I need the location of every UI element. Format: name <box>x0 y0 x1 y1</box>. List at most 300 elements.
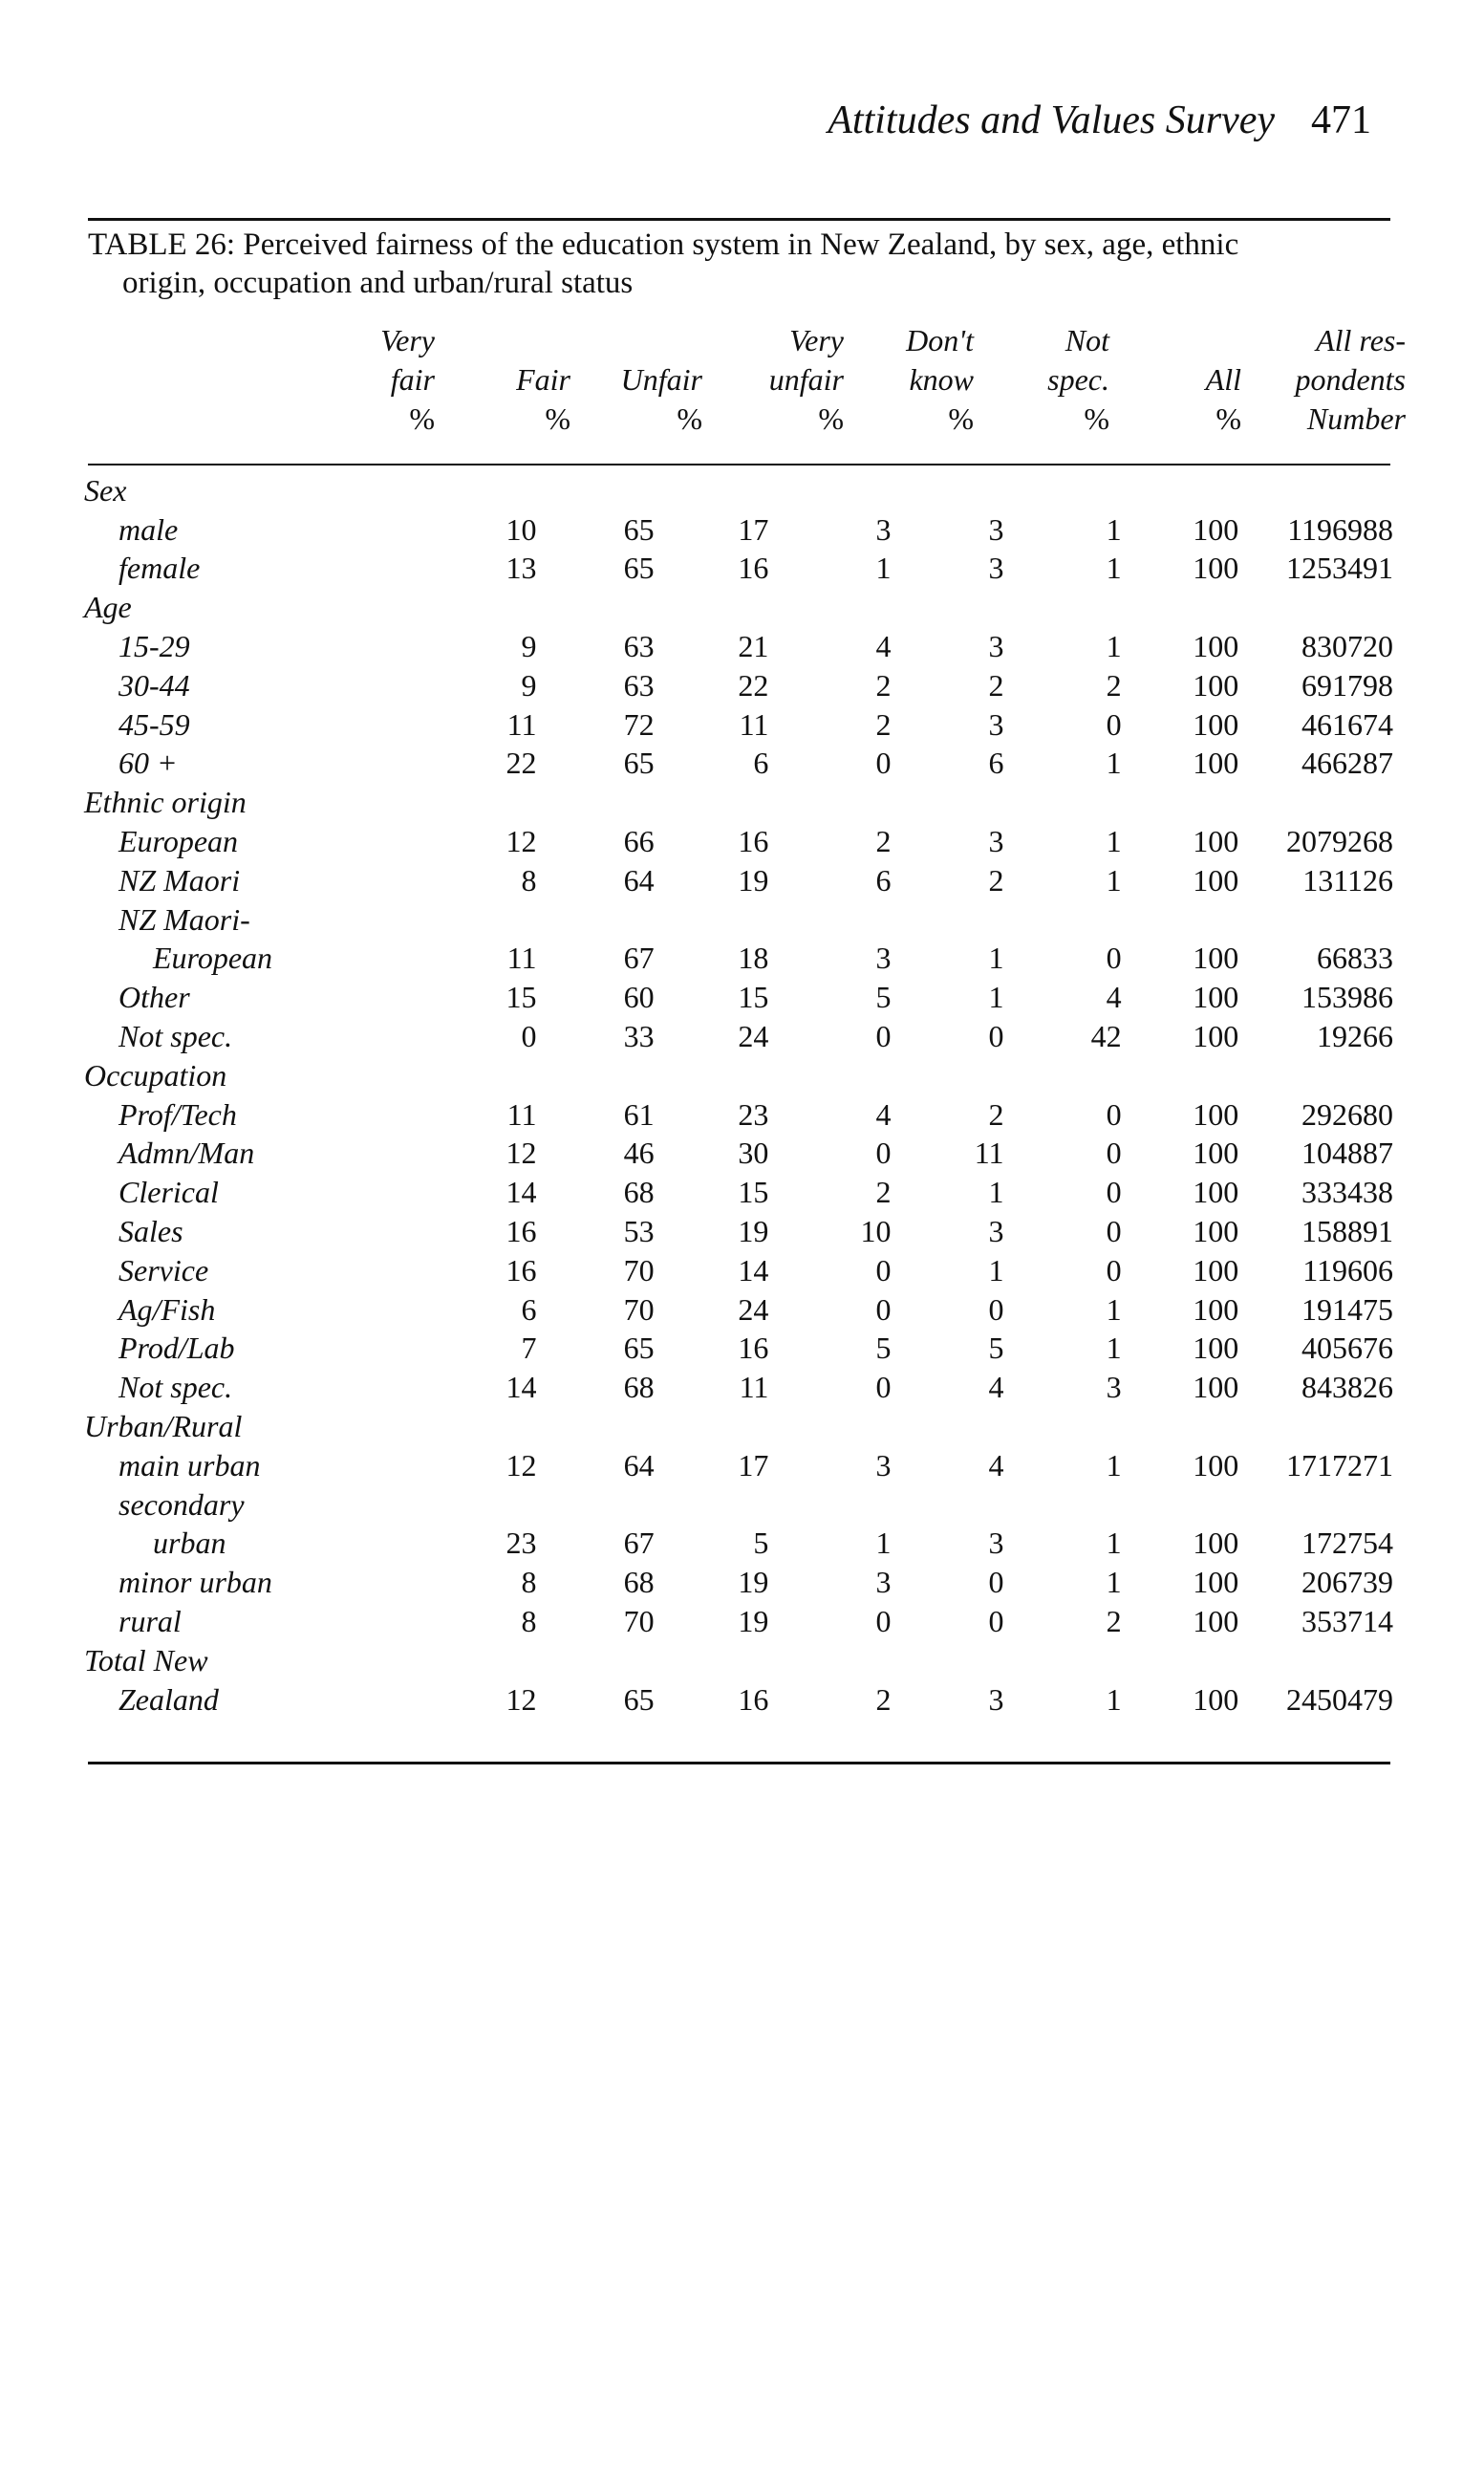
table-cell: 1196988 <box>1287 511 1393 547</box>
table-cell <box>655 587 769 626</box>
table-cell: 1717271 <box>1286 1447 1393 1483</box>
table-cell: 100 <box>1193 628 1239 663</box>
table-cell: 5 <box>988 1331 1004 1366</box>
table-cell: 33 <box>623 1018 655 1053</box>
table-cell: 8 <box>521 862 537 898</box>
table-cell: 3 <box>875 511 892 547</box>
table-cell: 100 <box>1193 551 1239 586</box>
table-cell: 15 <box>738 1175 769 1210</box>
table-cell: 18 <box>738 941 769 976</box>
table-cell <box>1004 899 1122 939</box>
table-cell: 23 <box>505 1526 537 1561</box>
table-cell: 1 <box>1106 746 1122 781</box>
column-header-line: All res- <box>1316 323 1406 357</box>
table-caption <box>88 226 1407 302</box>
table-row <box>84 821 1393 860</box>
column-header <box>559 321 702 439</box>
table-cell: 1 <box>1106 1526 1122 1561</box>
table-cell: 843826 <box>1301 1370 1393 1405</box>
table-cell: 11 <box>506 706 537 742</box>
table-cell: 0 <box>1106 706 1122 742</box>
table-cell: 100 <box>1193 1603 1239 1638</box>
table-cell <box>536 587 654 626</box>
row-label: 30-44 <box>118 667 190 703</box>
column-header-line: % <box>545 401 570 436</box>
row-label: secondary <box>118 1486 245 1522</box>
table-cell <box>536 782 654 821</box>
table-cell <box>1004 1640 1122 1679</box>
table-cell: 1 <box>1106 862 1122 898</box>
table-cell: 691798 <box>1301 667 1393 703</box>
table-cell <box>411 782 536 821</box>
table-cell: 68 <box>623 1175 655 1210</box>
table-cell <box>1238 1055 1393 1094</box>
table-cell: 2 <box>875 706 892 742</box>
row-label: Zealand <box>118 1681 219 1717</box>
table-cell: 12 <box>505 1136 537 1171</box>
running-head-title: Attitudes and Values Survey <box>828 98 1275 142</box>
table-cell: 100 <box>1193 1096 1239 1132</box>
table-cell: 830720 <box>1301 628 1393 663</box>
table-cell <box>536 899 654 939</box>
table-row <box>84 860 1393 899</box>
table-cell: 0 <box>875 1291 892 1327</box>
column-header-line: Not <box>1065 323 1109 357</box>
table-cell: 100 <box>1193 1526 1239 1561</box>
table-cell: 16 <box>738 551 769 586</box>
column-header-line <box>427 321 570 360</box>
table-cell <box>411 470 536 509</box>
table-cell: 206739 <box>1301 1565 1393 1600</box>
table-cell: 65 <box>623 511 655 547</box>
table-cell: 1 <box>1106 511 1122 547</box>
table-row <box>84 899 1393 939</box>
row-label: Sex <box>84 472 127 508</box>
column-header-line: Number <box>1306 401 1406 436</box>
table-cell <box>1004 470 1122 509</box>
table-cell: 2 <box>875 1681 892 1717</box>
table-cell: 4 <box>875 628 892 663</box>
table-cell: 1 <box>988 1175 1004 1210</box>
column-header-line <box>1098 321 1241 360</box>
table-cell: 119606 <box>1302 1252 1393 1288</box>
table-cell: 4 <box>875 1096 892 1132</box>
group-heading-row <box>84 587 1393 626</box>
table-cell <box>768 1055 891 1094</box>
table-cell <box>1238 899 1393 939</box>
table-cell: 0 <box>875 746 892 781</box>
table-cell <box>411 1640 536 1679</box>
table-cell: 3 <box>988 706 1004 742</box>
table-row <box>84 1562 1393 1601</box>
column-header <box>1262 321 1406 439</box>
column-header-line: unfair <box>768 362 844 397</box>
group-heading-row <box>84 1055 1393 1094</box>
table-cell <box>768 1406 891 1445</box>
table-cell <box>1004 1055 1122 1094</box>
table-cell: 0 <box>875 1252 892 1288</box>
column-header-line: Unfair <box>620 362 702 397</box>
table-cell: 12 <box>505 1681 537 1717</box>
table-row <box>84 626 1393 665</box>
table-cell: 1253491 <box>1286 551 1393 586</box>
table-cell: 63 <box>623 628 655 663</box>
table-cell: 333438 <box>1301 1175 1393 1210</box>
table-cell: 100 <box>1193 1213 1239 1248</box>
row-label: 45-59 <box>118 706 190 742</box>
table-cell <box>655 1055 769 1094</box>
column-header-line: % <box>948 401 974 436</box>
table-cell: 4 <box>988 1447 1004 1483</box>
table-cell: 68 <box>623 1565 655 1600</box>
column-header-line: % <box>409 401 435 436</box>
table-cell: 11 <box>506 941 537 976</box>
table-cell: 70 <box>623 1252 655 1288</box>
row-label: Prof/Tech <box>118 1096 237 1132</box>
table-cell: 63 <box>623 667 655 703</box>
table-cell: 30 <box>738 1136 769 1171</box>
table-cell <box>536 470 654 509</box>
table-cell <box>768 1640 891 1679</box>
table-cell: 1 <box>1106 1681 1122 1717</box>
table-cell: 12 <box>505 823 537 858</box>
table-row <box>84 1211 1393 1250</box>
table-cell: 16 <box>738 1681 769 1717</box>
table-cell: 1 <box>988 980 1004 1015</box>
table-cell: 1 <box>1106 1331 1122 1366</box>
table-cell: 100 <box>1193 1136 1239 1171</box>
table-cell <box>1004 782 1122 821</box>
row-label: 60 + <box>118 746 178 781</box>
table-cell <box>1122 1055 1239 1094</box>
table-cell: 6 <box>753 746 769 781</box>
table-cell: 153986 <box>1301 980 1393 1015</box>
table-cell: 2 <box>875 667 892 703</box>
table-cell: 70 <box>623 1603 655 1638</box>
table-cell: 65 <box>623 746 655 781</box>
table-cell <box>536 1484 654 1524</box>
table-cell: 100 <box>1193 1018 1239 1053</box>
table-row <box>84 549 1393 588</box>
table-cell: 405676 <box>1301 1331 1393 1366</box>
table-cell <box>655 1406 769 1445</box>
table-cell: 46 <box>623 1136 655 1171</box>
column-header <box>700 321 844 439</box>
table-cell: 5 <box>753 1526 769 1561</box>
table-cell <box>536 1406 654 1445</box>
column-header-line: % <box>1215 401 1241 436</box>
table-cell <box>1122 1640 1239 1679</box>
table-cell <box>1122 1406 1239 1445</box>
table-cell: 65 <box>623 551 655 586</box>
column-header-line: Very <box>380 323 435 357</box>
column-header-line: % <box>1084 401 1109 436</box>
table-cell <box>892 899 1004 939</box>
table-cell: 3 <box>988 511 1004 547</box>
row-label: female <box>118 551 201 586</box>
row-label: Age <box>84 590 132 625</box>
row-label: Service <box>118 1252 209 1288</box>
table-cell: 191475 <box>1301 1291 1393 1327</box>
table-cell: 23 <box>738 1096 769 1132</box>
table-cell: 67 <box>623 941 655 976</box>
table-cell <box>892 1406 1004 1445</box>
table-cell: 10 <box>860 1213 892 1248</box>
table-cell: 0 <box>1106 1252 1122 1288</box>
table-cell: 16 <box>505 1213 537 1248</box>
column-header-line: know <box>909 362 974 397</box>
table-cell <box>1238 587 1393 626</box>
table-row <box>84 1094 1393 1134</box>
table-cell <box>1238 1484 1393 1524</box>
column-header <box>830 321 974 439</box>
table-cell: 0 <box>988 1018 1004 1053</box>
table-cell: 17 <box>738 1447 769 1483</box>
table-cell <box>655 1484 769 1524</box>
table-cell: 3 <box>988 1213 1004 1248</box>
row-label: minor urban <box>118 1565 272 1600</box>
row-label: Sales <box>118 1213 183 1248</box>
table-cell: 158891 <box>1301 1213 1393 1248</box>
table-row <box>84 1524 1393 1563</box>
running-head <box>669 94 1371 147</box>
column-header-line: Don't <box>906 323 974 357</box>
table-cell: 466287 <box>1301 746 1393 781</box>
table-cell <box>1122 470 1239 509</box>
row-label: Not spec. <box>118 1018 233 1053</box>
table-cell: 3 <box>875 1565 892 1600</box>
table-cell <box>411 587 536 626</box>
row-label: 15-29 <box>118 628 190 663</box>
row-label: European <box>118 823 239 858</box>
table-cell: 2 <box>875 823 892 858</box>
table-cell: 4 <box>1106 980 1122 1015</box>
table-top-rule <box>88 218 1390 221</box>
table-cell: 15 <box>505 980 537 1015</box>
table-cell: 0 <box>988 1291 1004 1327</box>
table-cell: 3 <box>988 551 1004 586</box>
row-label: Prod/Lab <box>118 1331 235 1366</box>
table-cell <box>655 470 769 509</box>
table-cell <box>892 1484 1004 1524</box>
table-cell <box>411 1055 536 1094</box>
table-cell: 1 <box>988 1252 1004 1288</box>
table-cell: 1 <box>1106 823 1122 858</box>
table-row <box>84 1367 1393 1406</box>
table-cell: 66 <box>623 823 655 858</box>
row-label: NZ Maori- <box>118 901 250 937</box>
table-cell <box>768 470 891 509</box>
table-cell <box>892 782 1004 821</box>
column-header <box>427 321 570 439</box>
table-cell: 292680 <box>1301 1096 1393 1132</box>
table-cell: 21 <box>738 628 769 663</box>
column-header-line: % <box>818 401 844 436</box>
table-row <box>84 1329 1393 1368</box>
table-row <box>84 1601 1393 1640</box>
table-cell: 17 <box>738 511 769 547</box>
table-cell <box>768 899 891 939</box>
table-cell: 16 <box>738 823 769 858</box>
table-row <box>84 744 1393 783</box>
table-cell: 68 <box>623 1370 655 1405</box>
table-cell <box>768 782 891 821</box>
table-cell: 19 <box>738 1565 769 1600</box>
table-cell: 5 <box>875 1331 892 1366</box>
table-cell: 14 <box>505 1175 537 1210</box>
table-cell: 9 <box>521 628 537 663</box>
table-cell: 13 <box>505 551 537 586</box>
table-cell: 100 <box>1193 862 1239 898</box>
table-cell <box>1122 782 1239 821</box>
group-heading-row <box>84 782 1393 821</box>
table-cell: 15 <box>738 980 769 1015</box>
table-cell: 16 <box>738 1331 769 1366</box>
table-row <box>84 1172 1393 1211</box>
table-cell <box>1122 899 1239 939</box>
column-header-line: spec. <box>1047 362 1109 397</box>
table-cell: 3 <box>988 1681 1004 1717</box>
table-cell <box>655 782 769 821</box>
table-cell: 70 <box>623 1291 655 1327</box>
caption-line-1: TABLE 26: Perceived fairness of the education system in New Zealand, by sex, age, ethnic <box>88 227 1239 262</box>
table-cell: 2450479 <box>1286 1681 1393 1717</box>
table-cell: 131126 <box>1302 862 1393 898</box>
table-cell <box>1122 1484 1239 1524</box>
table-cell: 1 <box>1106 1447 1122 1483</box>
table-cell <box>892 1055 1004 1094</box>
column-header-line: fair <box>390 362 435 397</box>
table-cell: 3 <box>988 628 1004 663</box>
table-cell <box>655 1640 769 1679</box>
column-header-line: pondents <box>1295 362 1406 397</box>
table-cell: 12 <box>505 1447 537 1483</box>
table-row <box>84 1679 1393 1719</box>
table-cell: 22 <box>505 746 537 781</box>
table-cell <box>1004 1484 1122 1524</box>
table-cell: 61 <box>623 1096 655 1132</box>
table-row <box>84 1016 1393 1055</box>
table-row <box>84 1445 1393 1484</box>
table-cell: 22 <box>738 667 769 703</box>
table-cell <box>1238 470 1393 509</box>
table-row <box>84 1289 1393 1329</box>
table-cell: 14 <box>738 1252 769 1288</box>
table-cell: 1 <box>875 551 892 586</box>
table-cell: 19266 <box>1317 1018 1393 1053</box>
table-row <box>84 1250 1393 1289</box>
column-header <box>291 321 435 439</box>
table-cell <box>1004 587 1122 626</box>
table-cell: 2 <box>875 1175 892 1210</box>
table-cell: 2 <box>988 862 1004 898</box>
table-cell: 64 <box>623 1447 655 1483</box>
table-cell: 1 <box>875 1526 892 1561</box>
table-row <box>84 665 1393 704</box>
table-cell <box>411 899 536 939</box>
data-table <box>84 470 1393 1719</box>
table-cell <box>768 587 891 626</box>
table-cell: 100 <box>1193 1252 1239 1288</box>
table-cell: 172754 <box>1301 1526 1393 1561</box>
table-cell: 11 <box>739 1370 769 1405</box>
table-row <box>84 1484 1393 1524</box>
table-cell: 3 <box>988 1526 1004 1561</box>
table-cell: 0 <box>1106 941 1122 976</box>
table-cell: 1 <box>1106 628 1122 663</box>
table-cell: 0 <box>988 1603 1004 1638</box>
table-row <box>84 1134 1393 1173</box>
column-header-line: Fair <box>516 362 570 397</box>
table-cell: 11 <box>974 1136 1004 1171</box>
table-cell <box>536 1055 654 1094</box>
table-cell: 100 <box>1193 1331 1239 1366</box>
row-label: Occupation <box>84 1057 227 1093</box>
table-cell: 53 <box>623 1213 655 1248</box>
table-cell <box>655 899 769 939</box>
group-heading-row <box>84 1640 1393 1679</box>
table-cell: 100 <box>1193 1681 1239 1717</box>
table-cell <box>536 1640 654 1679</box>
table-cell: 2 <box>1106 1603 1122 1638</box>
table-cell: 100 <box>1193 1447 1239 1483</box>
table-cell: 2 <box>1106 667 1122 703</box>
table-cell: 0 <box>875 1370 892 1405</box>
row-label: Admn/Man <box>118 1136 255 1171</box>
table-cell: 24 <box>738 1018 769 1053</box>
row-label: European <box>153 941 273 976</box>
column-header <box>1098 321 1241 439</box>
column-header-line: Very <box>789 323 844 357</box>
table-cell: 100 <box>1193 823 1239 858</box>
table-cell: 11 <box>506 1096 537 1132</box>
table-cell: 1 <box>1106 1291 1122 1327</box>
table-cell: 16 <box>505 1252 537 1288</box>
table-cell: 100 <box>1193 667 1239 703</box>
table-cell <box>1238 1640 1393 1679</box>
table-cell: 42 <box>1090 1018 1122 1053</box>
table-bottom-rule <box>88 1762 1390 1764</box>
table-cell: 19 <box>738 1603 769 1638</box>
table-cell: 461674 <box>1301 706 1393 742</box>
table-cell: 100 <box>1193 1291 1239 1327</box>
table-cell: 67 <box>623 1526 655 1561</box>
table-cell <box>1004 1406 1122 1445</box>
table-cell <box>411 1484 536 1524</box>
table-cell: 3 <box>988 823 1004 858</box>
column-header-line: All <box>1205 362 1241 397</box>
table-cell: 100 <box>1193 511 1239 547</box>
table-row <box>84 704 1393 744</box>
table-cell: 0 <box>988 1565 1004 1600</box>
row-label: Urban/Rural <box>84 1408 243 1443</box>
table-cell: 0 <box>875 1136 892 1171</box>
table-cell: 100 <box>1193 980 1239 1015</box>
table-cell: 0 <box>875 1018 892 1053</box>
row-label: NZ Maori <box>118 862 241 898</box>
row-label: rural <box>118 1603 182 1638</box>
table-cell <box>411 1406 536 1445</box>
table-cell: 11 <box>739 706 769 742</box>
table-cell: 0 <box>875 1603 892 1638</box>
table-cell: 6 <box>521 1291 537 1327</box>
row-label: Ethnic origin <box>84 785 247 820</box>
table-cell: 3 <box>875 1447 892 1483</box>
column-header-line <box>559 321 702 360</box>
table-cell: 8 <box>521 1565 537 1600</box>
table-cell: 0 <box>1106 1096 1122 1132</box>
table-cell <box>1238 1406 1393 1445</box>
